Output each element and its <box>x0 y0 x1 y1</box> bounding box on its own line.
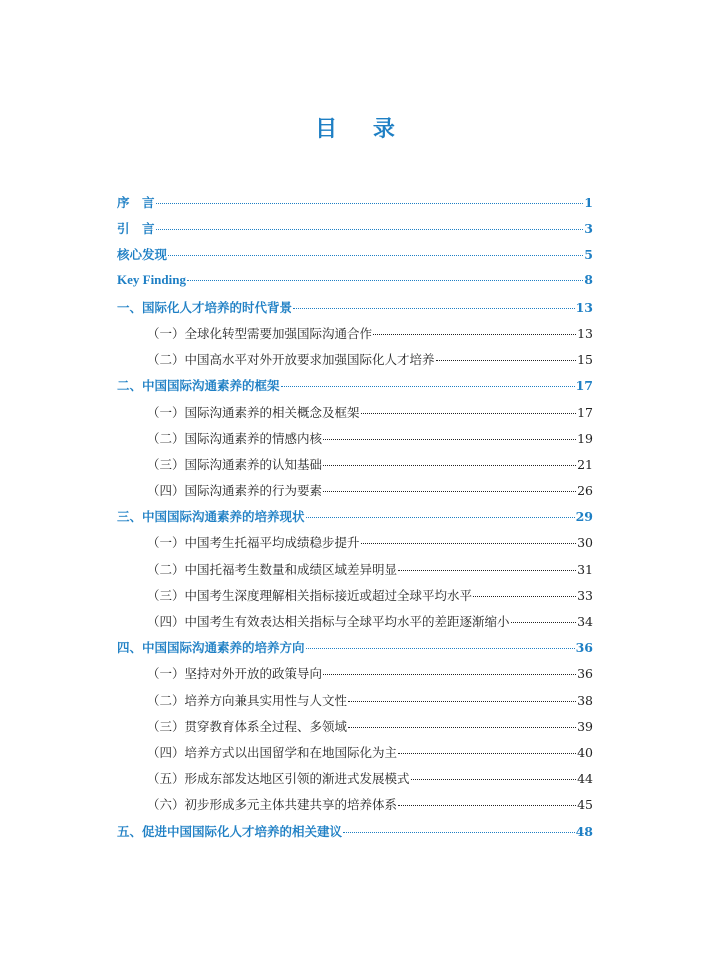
toc-entry[interactable] <box>117 376 593 402</box>
toc-entry-label: 一、国际化人才培养的时代背景 <box>117 299 293 315</box>
toc-entry[interactable] <box>117 638 593 664</box>
toc-entry-label: （三）中国考生深度理解相关指标接近或超过全球平均水平 <box>147 587 473 603</box>
dot-leader <box>323 491 576 492</box>
dot-leader <box>323 674 576 675</box>
toc-entry[interactable] <box>117 507 593 533</box>
toc-entry-page: 48 <box>575 823 593 839</box>
toc-entry-page: 17 <box>575 378 593 394</box>
toc-entry-label: （二）国际沟通素养的情感内核 <box>147 430 323 446</box>
dot-leader <box>511 622 577 623</box>
toc-entry-label: 三、中国国际沟通素养的培养现状 <box>117 509 305 525</box>
dot-leader <box>156 203 584 204</box>
toc-entry-page: 5 <box>584 247 593 263</box>
toc-subentry[interactable] <box>117 560 593 586</box>
dot-leader <box>348 727 576 728</box>
toc-subentry[interactable] <box>117 455 593 481</box>
toc-entry-label: Key Finding <box>117 271 186 287</box>
toc-entry-label: 核心发现 <box>117 247 168 263</box>
toc-entry-label: （一）国际沟通素养的相关概念及框架 <box>147 404 360 420</box>
dot-leader <box>473 596 576 597</box>
toc-subentry[interactable] <box>117 533 593 559</box>
toc-entry[interactable] <box>117 245 593 271</box>
toc-entry-label: （六）初步形成多元主体共建共享的培养体系 <box>147 797 398 813</box>
toc-subentry[interactable] <box>117 403 593 429</box>
dot-leader <box>168 255 583 256</box>
dot-leader <box>398 570 576 571</box>
toc-entry-page: 8 <box>584 271 593 287</box>
toc-entry-label: （四）中国考生有效表达相关指标与全球平均水平的差距逐渐缩小 <box>147 614 510 629</box>
toc-entry-page: 44 <box>577 771 593 787</box>
toc-entry-page: 17 <box>577 404 593 420</box>
dot-leader <box>187 280 583 281</box>
dot-leader <box>436 360 577 361</box>
toc-entry-label: （二）中国高水平对外开放要求加强国际化人才培养 <box>147 352 435 368</box>
toc-entry-label: 二、中国国际沟通素养的框架 <box>117 378 280 394</box>
toc-subentry[interactable] <box>117 717 593 743</box>
dot-leader <box>323 439 576 440</box>
toc-subentry[interactable] <box>117 743 593 769</box>
toc-entry-label: 序 言 <box>117 195 155 210</box>
toc-subentry[interactable] <box>117 350 593 376</box>
toc-entry-page: 34 <box>577 614 593 629</box>
toc-entry-label: （一）中国考生托福平均成绩稳步提升 <box>147 535 360 551</box>
toc-entry-page: 40 <box>577 744 593 760</box>
toc-entry[interactable] <box>117 822 593 848</box>
toc-entry-page: 1 <box>584 195 593 210</box>
toc-entry-label: （二）中国托福考生数量和成绩区域差异明显 <box>147 561 398 577</box>
toc-entry-page: 33 <box>577 587 593 603</box>
dot-leader <box>323 465 576 466</box>
toc-entry-label: （四）培养方式以出国留学和在地国际化为主 <box>147 744 398 760</box>
toc-entry-page: 36 <box>575 640 593 656</box>
toc-subentry[interactable] <box>117 429 593 455</box>
toc-entry-label: （三）国际沟通素养的认知基础 <box>147 456 323 472</box>
toc-entry-label: 引 言 <box>117 221 155 237</box>
toc-entry[interactable] <box>117 193 593 219</box>
toc-entry-page: 26 <box>577 483 593 499</box>
toc-entry-page: 39 <box>577 718 593 734</box>
toc-subentry[interactable] <box>117 481 593 507</box>
dot-leader <box>281 386 575 387</box>
toc-entry-page: 31 <box>577 561 593 577</box>
dot-leader <box>361 543 577 544</box>
dot-leader <box>293 308 575 309</box>
toc-entry[interactable] <box>117 219 593 245</box>
toc-entry[interactable] <box>117 298 593 324</box>
toc-entry-label: （二）培养方向兼具实用性与人文性 <box>147 692 348 708</box>
toc-entry-page: 38 <box>577 692 593 708</box>
toc-entry-page: 15 <box>577 352 593 368</box>
toc-entry-page: 3 <box>584 221 593 237</box>
toc-entry-label: （一）坚持对外开放的政策导向 <box>147 666 323 682</box>
toc-subentry[interactable] <box>117 586 593 612</box>
toc-subentry[interactable] <box>117 769 593 795</box>
dot-leader <box>398 753 576 754</box>
toc-entry-page: 36 <box>577 666 593 682</box>
toc-entry-label: 五、促进中国国际化人才培养的相关建议 <box>117 823 343 839</box>
dot-leader <box>361 413 577 414</box>
dot-leader <box>306 648 575 649</box>
toc-subentry[interactable] <box>117 795 593 821</box>
toc-entry-page: 13 <box>575 299 593 315</box>
toc-entry-label: （五）形成东部发达地区引领的渐进式发展模式 <box>147 771 410 787</box>
toc-entry-page: 21 <box>577 456 593 472</box>
dot-leader <box>343 832 575 833</box>
dot-leader <box>156 229 584 230</box>
toc-entry-label: （四）国际沟通素养的行为要素 <box>147 483 323 499</box>
toc-entry[interactable] <box>117 272 593 298</box>
toc-entry-label: （三）贯穿教育体系全过程、多领域 <box>147 718 348 734</box>
toc-subentry[interactable] <box>117 612 593 638</box>
toc-subentry[interactable] <box>117 691 593 717</box>
toc-entry-label: 四、中国国际沟通素养的培养方向 <box>117 640 305 656</box>
toc-entry-page: 19 <box>577 430 593 446</box>
toc-entry-page: 30 <box>577 535 593 551</box>
toc-subentry[interactable] <box>117 664 593 690</box>
toc-entry-page: 13 <box>577 325 593 341</box>
table-of-contents <box>117 193 593 848</box>
dot-leader <box>373 334 576 335</box>
dot-leader <box>306 517 575 518</box>
dot-leader <box>398 805 576 806</box>
toc-entry-label: （一）全球化转型需要加强国际沟通合作 <box>147 325 373 341</box>
toc-entry-page: 45 <box>577 797 593 813</box>
toc-entry-page: 29 <box>575 509 593 525</box>
toc-subentry[interactable] <box>117 324 593 350</box>
page-title: 目 录 <box>315 117 409 142</box>
dot-leader <box>348 701 576 702</box>
dot-leader <box>411 779 577 780</box>
